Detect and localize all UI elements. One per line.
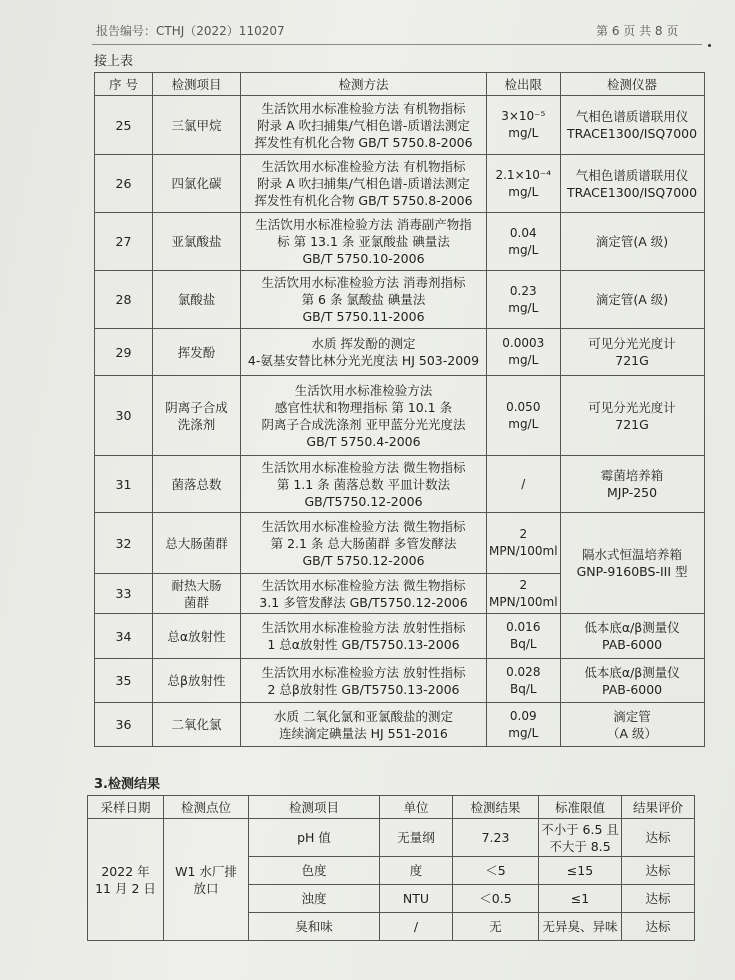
test-method: 生活饮用水标准检验方法 微生物指标 3.1 多管发酵法 GB/T5750.12-2006: [241, 574, 487, 614]
instrument: 隔水式恒温培养箱 GNP-9160BS-III 型: [560, 513, 704, 614]
detection-limit: 0.0003 mg/L: [487, 329, 561, 376]
row-number: 33: [95, 574, 153, 614]
test-method: 生活饮用水标准检验方法 有机物指标 附录 A 吹扫捕集/气相色谱-质谱法测定 挥发性有机化合物 GB/T 5750.8-2006: [241, 96, 487, 155]
result-row: [88, 819, 695, 857]
detection-limit: 0.09 mg/L: [487, 703, 561, 747]
test-item: 二氧化氯: [153, 703, 241, 747]
continued-label: 接上表: [94, 54, 134, 69]
detection-limit: 0.23 mg/L: [487, 271, 561, 329]
method-row: [95, 703, 705, 747]
test-item: 亚氯酸盐: [153, 213, 241, 271]
standard-limit: 无异臭、异味: [539, 913, 622, 941]
method-row: [95, 614, 705, 659]
methods-table: [94, 72, 705, 747]
method-row: [95, 96, 705, 155]
detection-limit: 0.04 mg/L: [487, 213, 561, 271]
methods-header-row: [95, 73, 705, 96]
row-number: 34: [95, 614, 153, 659]
detection-limit: 0.028 Bq/L: [487, 659, 561, 703]
test-method: 水质 二氧化氯和亚氯酸盐的测定 连续滴定碘量法 HJ 551-2016: [241, 703, 487, 747]
detection-limit: 3×10⁻⁵ mg/L: [487, 96, 561, 155]
test-method: 生活饮用水标准检验方法 有机物指标 附录 A 吹扫捕集/气相色谱-质谱法测定 挥发性有机化合物 GB/T 5750.8-2006: [241, 155, 487, 213]
method-row: [95, 659, 705, 703]
row-number: 30: [95, 376, 153, 456]
instrument: 可见分光光度计 721G: [560, 329, 704, 376]
sample-date: 2022 年 11 月 2 日: [88, 819, 164, 941]
result-item: pH 值: [249, 819, 380, 857]
row-number: 26: [95, 155, 153, 213]
detection-limit: /: [487, 456, 561, 513]
instrument: 滴定管(A 级): [560, 271, 704, 329]
header-result: 检测结果: [453, 796, 539, 819]
test-item: 菌落总数: [153, 456, 241, 513]
test-method: 生活饮用水标准检验方法 放射性指标 2 总β放射性 GB/T5750.13-2006: [241, 659, 487, 703]
detection-limit: 2 MPN/100ml: [487, 513, 561, 574]
row-number: 35: [95, 659, 153, 703]
results-header-row: [88, 796, 695, 819]
result-item: 浊度: [249, 885, 380, 913]
evaluation: 达标: [622, 857, 695, 885]
test-method: 水质 挥发酚的测定 4-氨基安替比林分光光度法 HJ 503-2009: [241, 329, 487, 376]
test-item: 氯酸盐: [153, 271, 241, 329]
instrument: 气相色谱质谱联用仪 TRACE1300/ISQ7000: [560, 96, 704, 155]
header-location: 检测点位: [164, 796, 249, 819]
test-method: 生活饮用水标准检验方法 消毒剂指标 第 6 条 氯酸盐 碘量法 GB/T 5750.11-2006: [241, 271, 487, 329]
test-item: 三氯甲烷: [153, 96, 241, 155]
instrument: 低本底α/β测量仪 PAB-6000: [560, 614, 704, 659]
standard-limit: ≤1: [539, 885, 622, 913]
header-evaluation: 结果评价: [622, 796, 695, 819]
test-item: 总大肠菌群: [153, 513, 241, 574]
method-row: [95, 376, 705, 456]
header-test-item: 检测项目: [249, 796, 380, 819]
result-item: 色度: [249, 857, 380, 885]
evaluation: 达标: [622, 885, 695, 913]
header-item: 检测项目: [153, 73, 241, 96]
result-unit: /: [380, 913, 453, 941]
standard-limit: ≤15: [539, 857, 622, 885]
detection-limit: 0.016 Bq/L: [487, 614, 561, 659]
standard-limit: 不小于 6.5 且 不大于 8.5: [539, 819, 622, 857]
test-item: 四氯化碳: [153, 155, 241, 213]
method-row: [95, 155, 705, 213]
header-sample-date: 采样日期: [88, 796, 164, 819]
result-unit: 无量纲: [380, 819, 453, 857]
instrument: 滴定管(A 级): [560, 213, 704, 271]
test-item: 阴离子合成 洗涤剂: [153, 376, 241, 456]
method-row: [95, 213, 705, 271]
result-item: 臭和味: [249, 913, 380, 941]
method-row: [95, 513, 705, 574]
test-item: 耐热大肠 菌群: [153, 574, 241, 614]
test-method: 生活饮用水标准检验方法 微生物指标 第 2.1 条 总大肠菌群 多管发酵法 GB/T 5750.12-2006: [241, 513, 487, 574]
method-row: [95, 271, 705, 329]
test-method: 生活饮用水标准检验方法 消毒副产物指 标 第 13.1 条 亚氯酸盐 碘量法 GB/T 5750.10-2006: [241, 213, 487, 271]
row-number: 28: [95, 271, 153, 329]
result-value: ＜5: [453, 857, 539, 885]
header-unit: 单位: [380, 796, 453, 819]
header-instrument: 检测仪器: [560, 73, 704, 96]
report-number: 报告编号：CTHJ（2022）110207: [96, 24, 285, 38]
test-method: 生活饮用水标准检验方法 放射性指标 1 总α放射性 GB/T5750.13-2006: [241, 614, 487, 659]
header-no: 序 号: [95, 73, 153, 96]
row-number: 31: [95, 456, 153, 513]
test-method: 生活饮用水标准检验方法 感官性状和物理指标 第 10.1 条 阴离子合成洗涤剂 亚甲蓝分光光度法 GB/T 5750.4-2006: [241, 376, 487, 456]
instrument: 气相色谱质谱联用仪 TRACE1300/ISQ7000: [560, 155, 704, 213]
row-number: 29: [95, 329, 153, 376]
result-unit: NTU: [380, 885, 453, 913]
header-rule: [92, 44, 702, 45]
test-item: 挥发酚: [153, 329, 241, 376]
row-number: 27: [95, 213, 153, 271]
result-unit: 度: [380, 857, 453, 885]
test-item: 总β放射性: [153, 659, 241, 703]
header-limit: 检出限: [487, 73, 561, 96]
page-info: 第 6 页 共 8 页: [596, 24, 679, 38]
results-section-title: 3.检测结果: [94, 777, 160, 792]
method-row: [95, 329, 705, 376]
result-value: 7.23: [453, 819, 539, 857]
detection-limit: 0.050 mg/L: [487, 376, 561, 456]
instrument: 低本底α/β测量仪 PAB-6000: [560, 659, 704, 703]
test-method: 生活饮用水标准检验方法 微生物指标 第 1.1 条 菌落总数 平皿计数法 GB/T5750.12-2006: [241, 456, 487, 513]
detection-limit: 2.1×10⁻⁴ mg/L: [487, 155, 561, 213]
row-number: 25: [95, 96, 153, 155]
evaluation: 达标: [622, 913, 695, 941]
test-item: 总α放射性: [153, 614, 241, 659]
instrument: 滴定管 （A 级）: [560, 703, 704, 747]
evaluation: 达标: [622, 819, 695, 857]
detection-limit: 2 MPN/100ml: [487, 574, 561, 614]
header-standard: 标准限值: [539, 796, 622, 819]
header-method: 检测方法: [241, 73, 487, 96]
result-value: ＜0.5: [453, 885, 539, 913]
sampling-location: W1 水厂排 放口: [164, 819, 249, 941]
results-table: [87, 795, 695, 941]
instrument: 霉菌培养箱 MJP-250: [560, 456, 704, 513]
instrument: 可见分光光度计 721G: [560, 376, 704, 456]
method-row: [95, 456, 705, 513]
result-value: 无: [453, 913, 539, 941]
row-number: 36: [95, 703, 153, 747]
row-number: 32: [95, 513, 153, 574]
ink-dot: [708, 44, 711, 47]
